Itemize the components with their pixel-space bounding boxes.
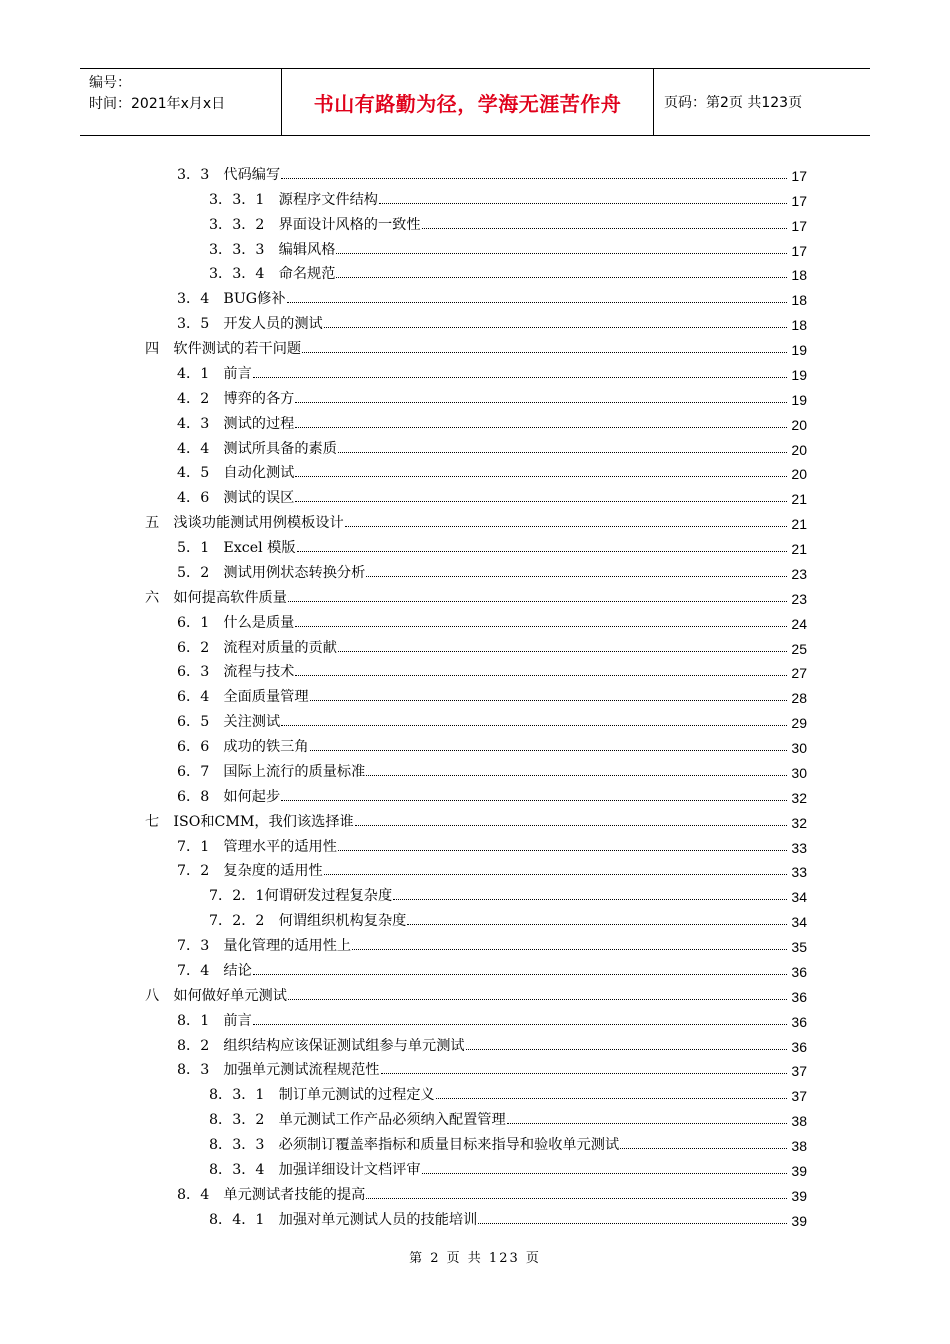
toc-entry[interactable] [145, 259, 807, 284]
toc-dot-leader [295, 476, 787, 477]
toc-dot-leader [345, 526, 787, 527]
toc-entry-page: 20 [791, 466, 807, 483]
toc-entry-label: 8．4 单元测试者技能的提高 [177, 1186, 366, 1203]
toc-dot-leader [466, 1049, 787, 1050]
toc-dot-leader [281, 800, 787, 801]
toc-entry-page: 37 [791, 1063, 807, 1080]
toc-dot-leader [324, 874, 787, 875]
toc-entry-label: 7．2．2 何谓组织机构复杂度 [209, 913, 407, 930]
toc-entry-page: 36 [791, 988, 807, 1005]
toc-entry-label: 3．3 代码编写 [177, 166, 281, 183]
toc-entry-label: 6．5 关注测试 [177, 714, 281, 731]
toc-dot-leader [407, 924, 787, 925]
toc-entry-page: 36 [791, 1038, 807, 1055]
toc-entry[interactable] [145, 880, 807, 905]
toc-entry-label: 4．4 测试所具备的素质 [177, 440, 337, 457]
toc-entry-label: 6．6 成功的铁三角 [177, 739, 309, 755]
toc-dot-leader [302, 352, 787, 353]
toc-entry-label: 8．3．4 加强详细设计文档评审 [209, 1161, 421, 1178]
toc-entry-page: 32 [791, 789, 807, 806]
toc-entry-label: 6．4 全面质量管理 [177, 689, 309, 706]
toc-entry[interactable] [145, 905, 807, 930]
toc-entry-page: 34 [791, 889, 807, 906]
toc-entry[interactable] [145, 383, 807, 408]
toc-entry-label: 6．2 流程对质量的贡献 [177, 639, 337, 656]
toc-entry[interactable] [145, 831, 807, 856]
header-meta [80, 69, 281, 135]
toc-entry-label: 8．1 前言 [177, 1012, 252, 1029]
toc-entry-page: 35 [791, 939, 807, 955]
toc-dot-leader [338, 452, 787, 453]
toc-entry-page: 39 [791, 1187, 807, 1204]
toc-entry[interactable] [145, 209, 807, 234]
toc-dot-leader [422, 1173, 787, 1174]
toc-dot-leader [295, 402, 787, 403]
toc-entry-page: 32 [791, 814, 807, 831]
toc-dot-leader [295, 427, 787, 428]
toc-entry[interactable] [145, 930, 807, 955]
page-footer: 第 2 页 共 123 页 [409, 1251, 541, 1266]
toc-entry-page: 18 [791, 292, 807, 309]
toc-dot-leader [253, 1024, 787, 1025]
toc-dot-leader [620, 1148, 787, 1149]
toc-entry-page: 37 [791, 1088, 807, 1105]
toc-entry[interactable] [145, 856, 807, 881]
toc-entry[interactable] [145, 1005, 807, 1030]
toc-dot-leader [436, 1098, 787, 1099]
toc-entry[interactable] [145, 1104, 807, 1129]
toc-entry-page: 23 [791, 565, 807, 582]
toc-entry-label: 五 浅谈功能测试用例模板设计 [145, 515, 344, 532]
toc-dot-leader [253, 377, 787, 378]
toc-dot-leader [379, 203, 787, 204]
toc-entry-page: 19 [791, 366, 807, 383]
toc-entry[interactable] [145, 458, 807, 483]
toc-entry-label: 7．2．1何谓研发过程复杂度 [209, 888, 393, 905]
toc-entry-label: 3．4 BUG修补 [177, 291, 286, 308]
toc-entry[interactable] [145, 607, 807, 632]
motto-text: 书山有路勤为径，学海无涯苦作舟 [313, 91, 622, 116]
toc-entry-label: 3．5 开发人员的测试 [177, 316, 323, 333]
toc-dot-leader [281, 178, 787, 179]
toc-entry-page: 19 [791, 342, 807, 358]
toc-dot-leader [253, 974, 787, 975]
toc-entry-page: 19 [791, 391, 807, 408]
toc-entry[interactable] [145, 1129, 807, 1154]
toc-entry-label: 7．2 复杂度的适用性 [177, 863, 323, 880]
toc-entry[interactable] [145, 433, 807, 458]
toc-entry-page: 17 [791, 242, 807, 259]
toc-entry[interactable] [145, 557, 807, 582]
toc-entry-label: 3．3．3 编辑风格 [209, 241, 336, 258]
toc-entry[interactable] [145, 408, 807, 433]
toc-entry-page: 28 [791, 690, 807, 707]
header-motto-cell [281, 69, 654, 135]
toc-entry-page: 20 [791, 441, 807, 458]
toc-entry-page: 33 [791, 864, 807, 881]
toc-entry[interactable] [145, 731, 807, 756]
toc-entry-page: 18 [791, 267, 807, 284]
toc-entry-label: 8．3 加强单元测试流程规范性 [177, 1062, 380, 1079]
toc-entry[interactable] [145, 706, 807, 731]
toc-entry-label: 5．1 Excel 模版 [177, 540, 296, 556]
toc-entry-page: 23 [791, 590, 807, 607]
header-page-info-cell [654, 69, 870, 135]
toc-dot-leader [352, 949, 787, 950]
toc-entry-page: 36 [791, 1013, 807, 1030]
toc-dot-leader [310, 700, 787, 701]
toc-entry[interactable] [145, 582, 807, 607]
toc-dot-leader [288, 999, 787, 1000]
number-label: 编号： [89, 75, 131, 91]
toc-entry[interactable] [145, 1179, 807, 1204]
toc-dot-leader [478, 1223, 787, 1224]
toc-dot-leader [295, 501, 787, 502]
toc-entry-label: 7．3 量化管理的适用性上 [177, 938, 352, 954]
toc-entry[interactable] [145, 980, 807, 1005]
toc-entry[interactable] [145, 1079, 807, 1104]
toc-entry-page: 36 [791, 963, 807, 980]
toc-entry-label: 八 如何做好单元测试 [145, 987, 287, 1004]
toc-entry-page: 39 [791, 1162, 807, 1179]
toc-entry-label: 4．1 前言 [177, 365, 252, 382]
toc-entry-page: 21 [791, 491, 807, 508]
toc-entry-label: 四 软件测试的若干问题 [145, 341, 302, 357]
toc-entry[interactable] [145, 1055, 807, 1080]
toc-entry[interactable] [145, 507, 807, 532]
toc-entry-page: 38 [791, 1138, 807, 1154]
toc-dot-leader [336, 253, 787, 254]
toc-dot-leader [288, 601, 787, 602]
toc-entry-page: 24 [791, 615, 807, 632]
toc-entry-page: 17 [791, 167, 807, 184]
toc-entry-page: 33 [791, 839, 807, 856]
toc-entry[interactable] [145, 1204, 807, 1229]
toc-entry-page: 21 [791, 541, 807, 557]
toc-dot-leader [287, 302, 787, 303]
toc-dot-leader [338, 850, 787, 851]
toc-entry-page: 39 [791, 1212, 807, 1229]
toc-entry[interactable] [145, 955, 807, 980]
toc-entry-page: 21 [791, 516, 807, 533]
page-info: 页码：第2页 共123页 [664, 95, 803, 111]
toc-dot-leader [324, 327, 787, 328]
toc-entry[interactable] [145, 781, 807, 806]
toc-entry-label: 7．1 管理水平的适用性 [177, 838, 337, 855]
toc-entry-page: 18 [791, 317, 807, 334]
toc-entry[interactable] [145, 532, 807, 557]
toc-entry[interactable] [145, 1030, 807, 1055]
toc-entry[interactable] [145, 159, 807, 184]
toc-dot-leader [355, 825, 787, 826]
toc-dot-leader [281, 725, 787, 726]
toc-entry-label: 六 如何提高软件质量 [145, 589, 287, 606]
toc-entry-label: 8．2 组织结构应该保证测试组参与单元测试 [177, 1037, 465, 1054]
toc-entry-page: 34 [791, 914, 807, 931]
toc-entry-label: 4．2 博弈的各方 [177, 390, 295, 407]
toc-entry-page: 38 [791, 1113, 807, 1130]
toc-entry-page: 20 [791, 416, 807, 433]
toc-dot-leader [366, 1198, 787, 1199]
toc-entry-label: 4．6 测试的误区 [177, 490, 295, 507]
toc-entry[interactable] [145, 184, 807, 209]
toc-entry-page: 30 [791, 740, 807, 756]
toc-entry[interactable] [145, 756, 807, 781]
toc-entry-label: 6．3 流程与技术 [177, 664, 295, 681]
toc-entry-label: 七 ISO和CMM，我们该选择谁 [145, 813, 354, 830]
toc-entry-label: 3．3．4 命名规范 [209, 266, 336, 283]
toc-entry[interactable] [145, 1154, 807, 1179]
toc-entry-page: 27 [791, 665, 807, 682]
toc-entry-page: 17 [791, 217, 807, 234]
toc-entry-page: 17 [791, 192, 807, 209]
toc-dot-leader [422, 228, 787, 229]
toc-entry[interactable] [145, 358, 807, 383]
table-of-contents [145, 159, 807, 1229]
toc-dot-leader [366, 775, 787, 776]
toc-dot-leader [295, 626, 787, 627]
toc-entry[interactable] [145, 482, 807, 507]
toc-entry[interactable] [145, 681, 807, 706]
toc-entry-label: 8．4．1 加强对单元测试人员的技能培训 [209, 1211, 478, 1228]
toc-entry-label: 3．3．2 界面设计风格的一致性 [209, 216, 421, 233]
toc-dot-leader [336, 277, 787, 278]
toc-entry-page: 29 [791, 715, 807, 732]
toc-entry-page: 30 [791, 764, 807, 781]
toc-entry-label: 5．2 测试用例状态转换分析 [177, 564, 366, 581]
toc-dot-leader [366, 576, 787, 577]
time-label: 时间：2021年x月x日 [89, 96, 226, 112]
toc-dot-leader [507, 1123, 787, 1124]
toc-entry[interactable] [145, 806, 807, 831]
toc-entry-label: 7．4 结论 [177, 962, 252, 979]
toc-dot-leader [310, 750, 787, 751]
toc-entry-label: 3．3．1 源程序文件结构 [209, 191, 378, 208]
toc-entry-label: 8．3．3 必须制订覆盖率指标和质量目标来指导和验收单元测试 [209, 1137, 620, 1153]
page-header [80, 68, 870, 136]
toc-entry-label: 6．7 国际上流行的质量标准 [177, 763, 366, 780]
toc-entry[interactable] [145, 632, 807, 657]
toc-entry[interactable] [145, 657, 807, 682]
toc-dot-leader [381, 1073, 788, 1074]
toc-entry-label: 6．8 如何起步 [177, 788, 281, 805]
toc-entry-label: 4．5 自动化测试 [177, 465, 295, 482]
toc-entry-label: 8．3．2 单元测试工作产品必须纳入配置管理 [209, 1112, 506, 1129]
toc-entry-label: 6．1 什么是质量 [177, 614, 295, 631]
toc-dot-leader [338, 651, 787, 652]
toc-entry-label: 4．3 测试的过程 [177, 415, 295, 432]
toc-dot-leader [295, 675, 787, 676]
toc-entry-label: 8．3．1 制订单元测试的过程定义 [209, 1087, 435, 1104]
toc-dot-leader [393, 899, 787, 900]
toc-entry[interactable] [145, 234, 807, 259]
toc-dot-leader [297, 551, 787, 552]
toc-entry-page: 25 [791, 640, 807, 657]
toc-entry[interactable] [145, 333, 807, 358]
toc-entry[interactable] [145, 283, 807, 308]
toc-entry[interactable] [145, 308, 807, 333]
